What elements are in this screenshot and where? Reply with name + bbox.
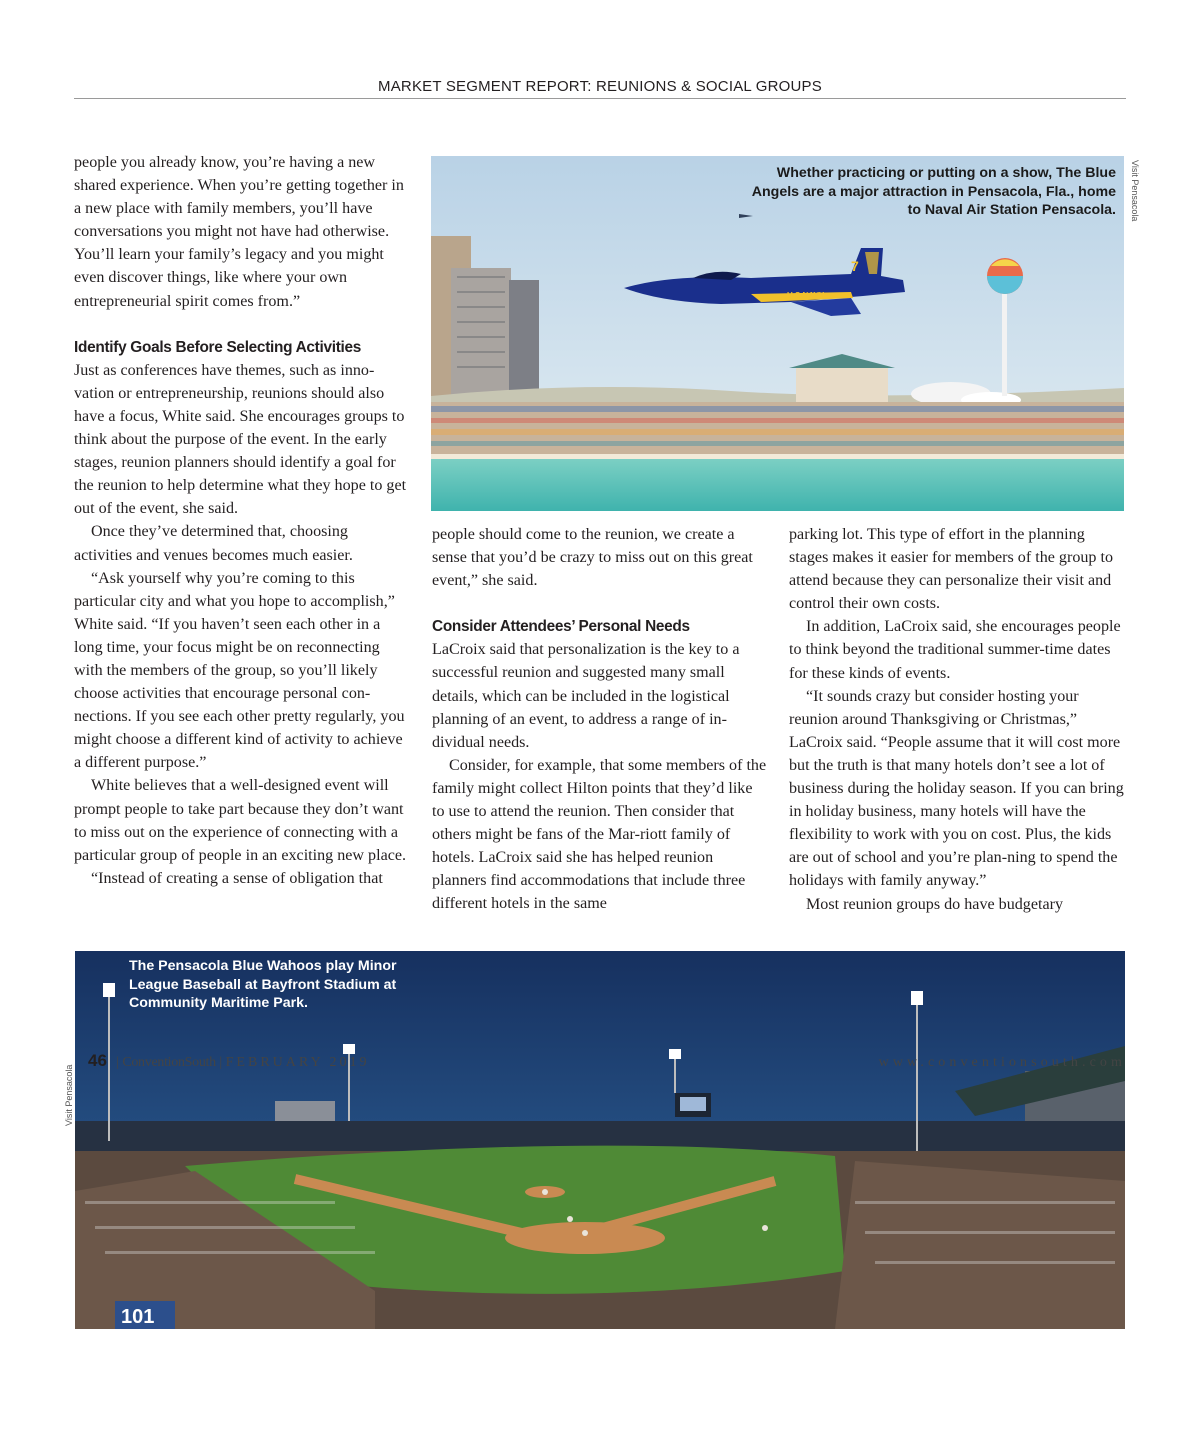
col3-paragraph-3: “It sounds crazy but consider hosting your reunion around Thanksgiving or Christmas,” LaCroix said. “People assume that it will cost more but the truth is that many hotels don’t see a lot of business during the holiday season. If you can bring in holiday business, many hotels will have the flexibility to work with you on cost. Plus, the kids are out of school and you’re plan-ning to spend the holidays with family anyway.” <box>789 687 1124 890</box>
magazine-name: ConventionSouth <box>122 1055 216 1070</box>
photo-credit-top: Visit Pensacola <box>1130 160 1140 222</box>
article-column-3 <box>789 523 1126 916</box>
col3-paragraph-4: Most reunion groups do have budgetary <box>806 895 1064 913</box>
footer-publication <box>116 1055 370 1071</box>
section-sign: 101 <box>121 1306 155 1328</box>
col2-paragraph-2: LaCroix said that personalization is the key to a successful reunion and suggested many small details, which can be included in the logistical planning of an event, to address a range of in-dividual needs. <box>432 641 740 751</box>
svg-text:U.S.NAVY: U.S.NAVY <box>787 291 825 300</box>
running-header: MARKET SEGMENT REPORT: REUNIONS & SOCIAL GROUPS <box>378 78 822 95</box>
col1-paragraph-5: White believes that a well-designed event will prompt people to take part because they don’t want to miss out on the experience of connecting with a particular group of people in an exciting new place. <box>74 777 407 864</box>
subheading-personal-needs: Consider Attendees’ Personal Needs <box>432 618 690 636</box>
col2-paragraph-1: people should come to the reunion, we create a sense that you’d be crazy to miss out on this great event,” she said. <box>432 526 753 590</box>
svg-text:7: 7 <box>851 258 859 274</box>
page-number: 46 <box>88 1051 107 1070</box>
article-column-1 <box>74 151 410 890</box>
col1-paragraph-6: “Instead of creating a sense of obligation that <box>91 869 383 887</box>
col1-paragraph-4: “Ask yourself why you’re coming to this particular city and what you hope to accomplish,” White said. “If you haven’t seen each other in a long time, your focus might be on reconnecting with the members of the group, so you’ll likely choose activities that encourage personal con-nections. If you see each other pretty regularly, you might choose a different kind of activity to achieve a different purpose.” <box>74 569 405 772</box>
col1-paragraph-2: Just as conferences have themes, such as inno-vation or entrepreneurship, reunions should also have a focus, White said. She encourages groups to think about the purpose of the event. In the early stages, reunion planners should identify a goal for the reunion to help determine what they hope to get out of the event, she said. <box>74 361 407 518</box>
footer-sep-2: | <box>219 1055 223 1070</box>
article-column-2 <box>432 523 768 916</box>
col3-paragraph-1: parking lot. This type of effort in the planning stages makes it easier for members of the group to attend because they can personalize their visit and control their own costs. <box>789 526 1114 613</box>
stadium-photo <box>75 951 1125 1329</box>
col1-paragraph-1: people you already know, you’re having a new shared experience. When you’re getting together in a new place with family members, you’ll have conversations you might not have had otherwise. You’ll learn your family’s legacy and you might even discover things, like where your own entrepreneurial spirit comes from.” <box>74 154 404 310</box>
issue-date: FEBRUARY 2019 <box>225 1055 370 1070</box>
header-rule <box>74 98 1126 99</box>
blue-angels-caption: Whether practicing or putting on a show, The Blue Angels are a major attraction in Pensacola, Fla., home to Naval Air Station Pensacola. <box>751 165 1116 218</box>
subheading-identify-goals: Identify Goals Before Selecting Activities <box>74 338 362 356</box>
photo-credit-bottom: Visit Pensacola <box>64 1064 74 1126</box>
col2-paragraph-3: Consider, for example, that some members of the family might collect Hilton points that they’d like to use to attend the reunion. Then consider that others might be fans of the Mar-riott family of hotels. LaCroix said she has helped reunion planners find accommodations that include three different hotels in the same <box>432 756 767 913</box>
footer-sep-1: | <box>116 1055 119 1070</box>
col3-paragraph-2: In addition, LaCroix said, she encourages people to think beyond the traditional summer-time dates for these kinds of events. <box>789 618 1121 682</box>
col1-paragraph-3: Once they’ve determined that, choosing activities and venues becomes much easier. <box>74 523 353 564</box>
website-url: www.conventionsouth.com <box>878 1055 1126 1070</box>
stadium-caption: The Pensacola Blue Wahoos play Minor League Baseball at Bayfront Stadium at Community Maritime Park. <box>129 958 397 1011</box>
blue-angels-photo <box>431 156 1124 511</box>
